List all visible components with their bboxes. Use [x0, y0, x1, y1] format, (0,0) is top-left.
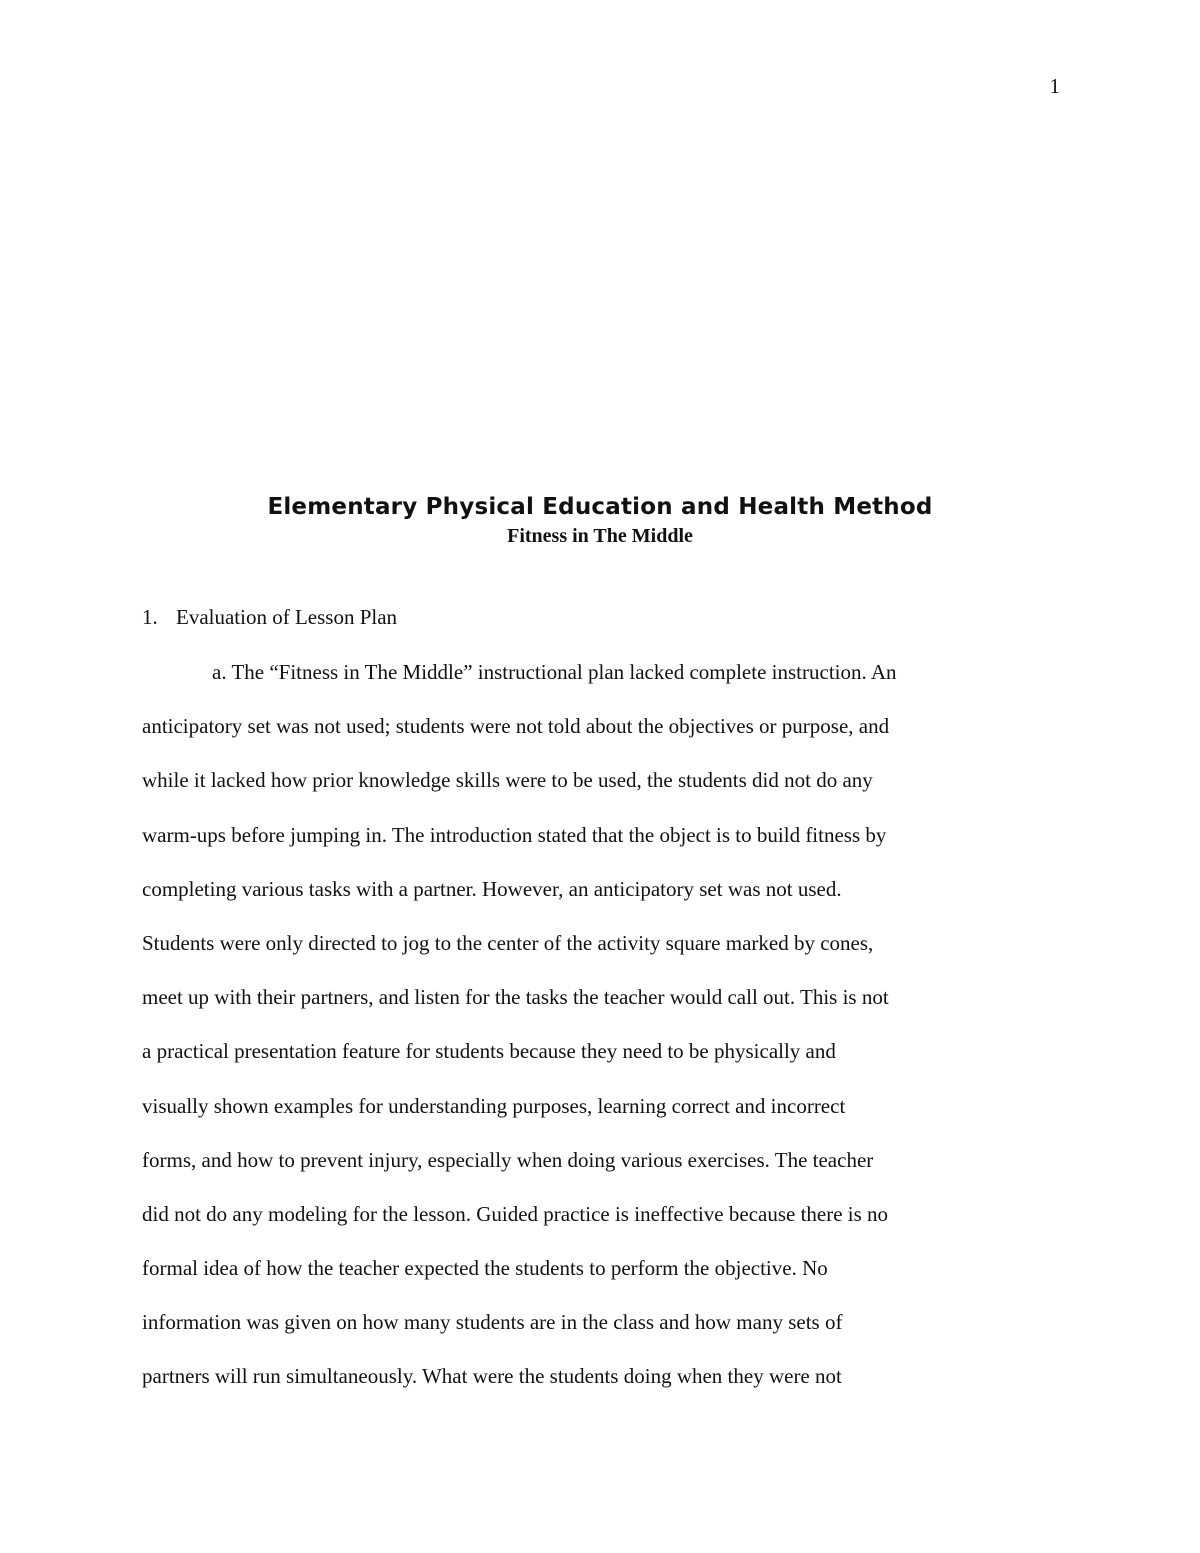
- paragraph-line: while it lacked how prior knowledge skills were to be used, the students did not do any: [142, 768, 873, 793]
- page-number: 1: [1049, 74, 1060, 98]
- paragraph-line: partners will run simultaneously. What were the students doing when they were not: [142, 1364, 842, 1389]
- paragraph-line: formal idea of how the teacher expected the students to perform the objective. No: [142, 1256, 828, 1281]
- paragraph-line: forms, and how to prevent injury, especially when doing various exercises. The teacher: [142, 1147, 874, 1172]
- paragraph-line: did not do any modeling for the lesson. Guided practice is ineffective because there is no: [142, 1201, 889, 1226]
- document-title: Elementary Physical Education and Health Method: [267, 494, 933, 520]
- section-heading-text: Evaluation of Lesson Plan: [176, 605, 398, 629]
- paragraph-line: meet up with their partners, and listen for the tasks the teacher would call out. This is not: [142, 985, 889, 1010]
- document-subtitle: Fitness in The Middle: [507, 525, 693, 547]
- paragraph-line: a. The “Fitness in The Middle” instructional plan lacked complete instruction. An: [212, 660, 897, 684]
- paragraph-line: anticipatory set was not used; students were not told about the objectives or purpose, and: [142, 714, 890, 739]
- section-heading: [142, 605, 397, 630]
- paragraph-line: visually shown examples for understanding purposes, learning correct and incorrect: [142, 1093, 846, 1118]
- section-number: 1.: [142, 605, 158, 629]
- paragraph-line: Students were only directed to jog to the center of the activity square marked by cones,: [142, 930, 874, 955]
- paragraph-line: completing various tasks with a partner. However, an anticipatory set was not used.: [142, 876, 842, 901]
- paragraph-line: warm-ups before jumping in. The introduction stated that the object is to build fitness by: [142, 822, 887, 847]
- paragraph: [142, 658, 1022, 1417]
- paragraph-line: a practical presentation feature for students because they need to be physically and: [142, 1039, 836, 1064]
- paragraph-line: information was given on how many students are in the class and how many sets of: [142, 1310, 843, 1335]
